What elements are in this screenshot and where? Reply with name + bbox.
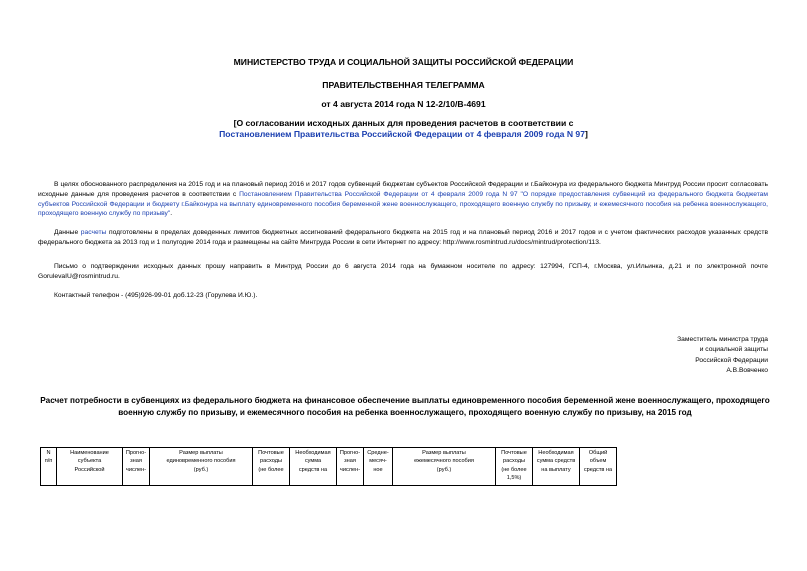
header-cell [393,448,496,486]
signature-name: А.В.Вовченко [726,366,768,374]
signature-position: Заместитель министра труда [677,336,768,343]
document-type: ПРАВИТЕЛЬСТВЕННАЯ ТЕЛЕГРАММА [322,80,485,90]
paragraph-1 [38,180,768,219]
header-cell-text: Размер выплаты единовременного пособия (руб.) [166,450,236,473]
header-cell-text: Необходимая сумма средств на [295,450,331,473]
paragraph-1-end: . [170,210,173,218]
document-subject [0,118,807,140]
header-cell [41,448,57,486]
paragraph-2-text: Данные [54,229,81,236]
header-cell [364,448,393,486]
header-cell-text: Средне- месяч- ное [367,450,389,473]
paragraph-3: Письмо о подтверждении исходных данных прошу направить в Минтруд России до 6 августа 2014 года на бумажном носителе по адресу: 127994, ГСП-4, г.Москва, ул.Ильинка, д.21 и по электронной почте GorulevaIU@rosmintrud.ru. [38,263,768,280]
signature-position-2: и социальной защиты [699,346,768,354]
header-cell [496,448,533,486]
header-cell [290,448,337,486]
subject-link[interactable]: Постановлением Правительства Российской Федерации от 4 февраля 2009 года N 97 [219,129,585,139]
calculation-title: Расчет потребности в субвенциях из федерального бюджета на финансовое обеспечение выплаты единовременного пособия беременной жене военнослужащего, проходящего военную службу по призыву, и ежемесячного пособия на ребенка военнослужащего, проходящего военную службу по призыву, на 2015 год [40,396,770,417]
header-cell [57,448,123,486]
calculations-link[interactable]: расчеты [80,229,107,236]
header-cell [580,448,617,486]
table-header-row [41,448,617,486]
paragraph-2-rest: подготовлены в пределах доведенных лимитов бюджетных ассигнований федерального бюджета на 2015 год и на плановый период 2016 и 2017 годов и с учетом фактических расходов указанных средств федерального бюджета за 2013 год и 1 полугодие 2014 года и размещены на сайте Минтруда России в сети Интернет по адресу: http://www.rosmintrud.ru/docs/mintrud/protection/113. [38,229,768,246]
header-cell-text: Прогно- зная числен- [339,450,361,473]
subject-prefix: [О согласовании исходных данных для проведения расчетов в соответствии с [233,118,574,128]
resolution-link[interactable]: Постановлением Правительства Российской Федерации от 4 февраля 2009 года N 97 "О порядке предоставления субвенций из федерального бюджета бюджетам субъектов Российской Федерации и бюджету г.Байконура на выплату единовременного пособия беременной жене военнослужащего, проходящего военную службу по призыву, и ежемесячного пособия на ребенка военнослужащего, проходящего военную службу по призыву" [38,190,769,218]
calculation-table [40,447,617,486]
paragraph-2 [38,228,768,248]
header-cell-text: Необходимая сумма средств на выплату [536,450,576,473]
header-cell [337,448,364,486]
header-cell-text: Прогно- зная числен- [125,450,147,473]
header-cell-text: Общий объем средств на [583,450,613,473]
subject-suffix: ] [584,129,588,139]
header-cell-text: N п/п [44,450,53,465]
header-cell [253,448,290,486]
header-cell-text: Размер выплаты ежемесячного пособия (руб.) [414,450,474,473]
paragraph-1-text: В целях обоснованного распределения на 2015 год и на плановый период 2016 и 2017 годов субвенций бюджетам субъектов Российской Федерации и г.Байконура из федерального бюджета Минтруд России просит согласовать исходные данные для проведения расчетов в соответствии с [38,181,768,198]
header-cell-text: Почтовые расходы (не более 1,5%) [501,450,527,482]
header-cell-text: Почтовые расходы (не более [258,450,284,473]
signature-block [677,335,768,376]
document-date-number: от 4 августа 2014 года N 12-2/10/В-4691 [321,99,486,109]
header-cell [123,448,150,486]
ministry-title: МИНИСТЕРСТВО ТРУДА И СОЦИАЛЬНОЙ ЗАЩИТЫ РОССИЙСКОЙ ФЕДЕРАЦИИ [233,57,574,67]
header-cell [533,448,580,486]
signature-organization: Российской Федерации [695,356,768,364]
contact-phone: Контактный телефон - (495)926-99-01 доб.12-23 (Горулева И.Ю.). [54,292,258,299]
header-cell [150,448,253,486]
header-cell-text: Наименование субъекта Российской [70,450,109,473]
